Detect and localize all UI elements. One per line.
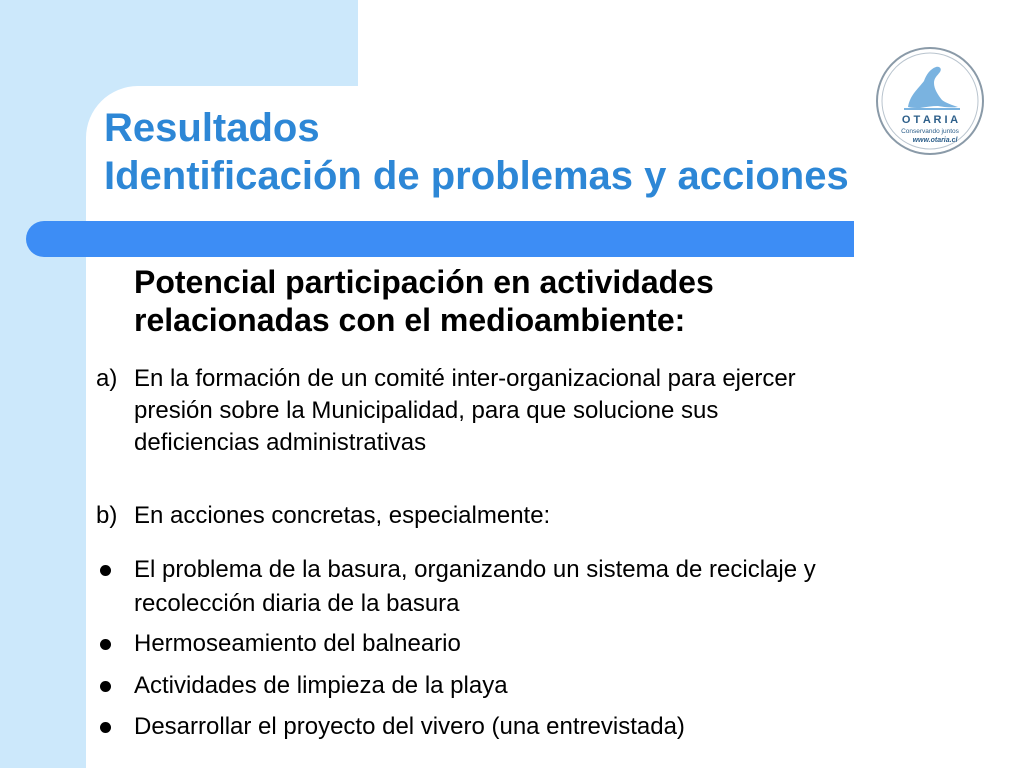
item-text-line: deficiencias administrativas bbox=[134, 429, 427, 456]
section-heading bbox=[134, 263, 994, 339]
bullet-text-line: recolección diaria de la basura bbox=[134, 590, 460, 617]
bullet-icon bbox=[100, 722, 111, 733]
svg-text:Conservando juntos: Conservando juntos bbox=[901, 128, 959, 135]
heading-line-1: Potencial participación en actividades bbox=[134, 264, 714, 300]
accent-bar bbox=[26, 221, 854, 257]
heading-line-2: relacionadas con el medioambiente: bbox=[134, 302, 686, 338]
item-text bbox=[134, 500, 954, 532]
bullet-text-line: El problema de la basura, organizando un sistema de reciclaje y bbox=[134, 556, 816, 583]
title-line-1: Resultados bbox=[104, 106, 320, 150]
slide-title bbox=[104, 104, 984, 200]
item-marker: a) bbox=[96, 365, 118, 392]
bullet-text: Desarrollar el proyecto del vivero (una entrevistada) bbox=[134, 713, 685, 740]
bullet-text: Hermoseamiento del balneario bbox=[134, 630, 461, 657]
bullet-text bbox=[134, 553, 954, 621]
item-text-line: En la formación de un comité inter-organizacional para ejercer bbox=[134, 365, 796, 392]
bullet-icon bbox=[100, 565, 111, 576]
item-text bbox=[134, 363, 954, 459]
bullet-text: Actividades de limpieza de la playa bbox=[134, 672, 508, 699]
bullet-icon bbox=[100, 681, 111, 692]
item-text-line: En acciones concretas, especialmente: bbox=[134, 502, 551, 529]
item-text-line: presión sobre la Municipalidad, para que solucione sus bbox=[134, 397, 719, 424]
bullet-icon bbox=[100, 639, 111, 650]
svg-text:www.otaria.cl: www.otaria.cl bbox=[912, 137, 958, 144]
title-line-2: Identificación de problemas y acciones bbox=[104, 154, 849, 198]
item-marker: b) bbox=[96, 502, 118, 529]
svg-text:O T A R I A: O T A R I A bbox=[901, 114, 959, 126]
